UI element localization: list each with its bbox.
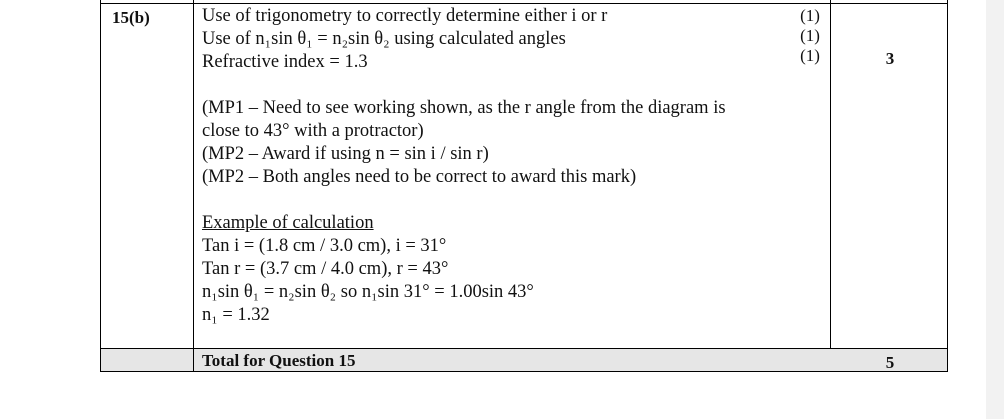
- note-line: (MP2 – Both angles need to be correct to award this mark): [202, 167, 637, 187]
- mark-value: (1): [800, 6, 820, 25]
- criterion-line: Use of trigonometry to correctly determine either i or r: [202, 6, 608, 26]
- question-number: 15(b): [112, 8, 150, 27]
- example-line: n₁ = 1.32: [202, 305, 270, 325]
- table-border-left: [100, 0, 101, 372]
- criterion-line: Refractive index = 1.3: [202, 52, 368, 72]
- note-line: close to 43° with a protractor): [202, 121, 424, 141]
- column-divider-question: [193, 0, 194, 372]
- example-line: n₁sin θ₁ = n₂sin θ₂ so n₁sin 31° = 1.00sin 43°: [202, 282, 534, 302]
- criterion-line: Use of n₁sin θ₁ = n₂sin θ₂ using calculated angles: [202, 29, 566, 49]
- mark-value: (1): [800, 26, 820, 45]
- part-total-marks: 3: [885, 49, 895, 68]
- total-label: Total for Question 15: [202, 351, 356, 370]
- note-line: (MP1 – Need to see working shown, as the r angle from the diagram is: [202, 98, 726, 118]
- question-total-marks: 5: [885, 353, 895, 372]
- row-divider-top: [100, 3, 948, 4]
- answer-cell: [202, 5, 726, 327]
- page-gutter: [986, 0, 1004, 419]
- note-line: (MP2 – Award if using n = sin i / sin r): [202, 144, 489, 164]
- mark-allocations: [797, 6, 823, 66]
- column-divider-marks: [830, 0, 831, 349]
- mark-value: (1): [800, 46, 820, 65]
- example-heading: Example of calculation: [202, 213, 374, 233]
- example-line: Tan i = (1.8 cm / 3.0 cm), i = 31°: [202, 236, 447, 256]
- example-line: Tan r = (3.7 cm / 4.0 cm), r = 43°: [202, 259, 449, 279]
- table-border-right: [947, 0, 948, 372]
